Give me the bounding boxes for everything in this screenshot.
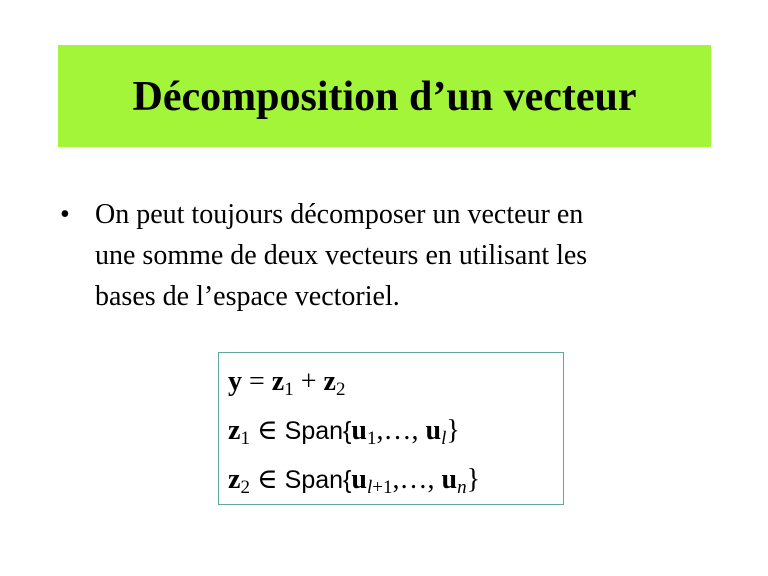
- eq-symbol-u: u: [441, 464, 458, 495]
- equation-line-2: [228, 415, 460, 449]
- eq-span-label: Span{: [284, 466, 352, 494]
- eq-close-brace: }: [446, 415, 460, 446]
- eq-subscript-plus-one: +1: [372, 477, 393, 498]
- equation-box: [218, 352, 564, 505]
- eq-symbol-u: u: [351, 464, 367, 495]
- slide-title: Décomposition d’un vecteur: [132, 74, 637, 120]
- eq-subscript: 1: [240, 428, 250, 449]
- bullet-line-3: bases de l’espace vectoriel.: [95, 281, 400, 312]
- eq-symbol-z: z: [323, 366, 336, 397]
- eq-subscript: n: [457, 477, 467, 498]
- eq-subscript-l: l: [367, 477, 373, 498]
- eq-equals: =: [242, 366, 272, 397]
- eq-plus: +: [293, 366, 324, 397]
- bullet-line-2: une somme de deux vecteurs en utilisant les: [95, 240, 588, 271]
- eq-ellipsis: ,…,: [376, 415, 426, 446]
- title-banner: [58, 45, 711, 147]
- eq-symbol-z: z: [271, 366, 285, 397]
- eq-subscript: [367, 477, 393, 498]
- equation-line-1: [228, 366, 346, 400]
- element-of-symbol: ∈: [256, 415, 278, 446]
- eq-symbol-y: y: [228, 366, 242, 397]
- eq-ellipsis: ,…,: [392, 464, 442, 495]
- eq-symbol-z: z: [228, 415, 241, 446]
- eq-subscript: 1: [367, 428, 377, 449]
- bullet-line-1: On peut toujours décomposer un vecteur en: [95, 199, 584, 230]
- bullet-paragraph: [60, 194, 720, 317]
- bullet-dot: •: [60, 199, 70, 230]
- eq-symbol-u: u: [351, 415, 367, 446]
- eq-symbol-u: u: [425, 415, 442, 446]
- equation-line-3: [228, 464, 481, 498]
- element-of-symbol: ∈: [256, 464, 278, 495]
- eq-subscript: l: [441, 428, 447, 449]
- eq-close-brace: }: [466, 464, 481, 495]
- eq-subscript: 1: [284, 379, 294, 400]
- bullet-text: [95, 194, 720, 317]
- eq-subscript: 2: [335, 379, 346, 400]
- eq-span-label: Span{: [284, 417, 352, 445]
- eq-subscript: 2: [240, 477, 250, 498]
- eq-symbol-z: z: [228, 464, 241, 495]
